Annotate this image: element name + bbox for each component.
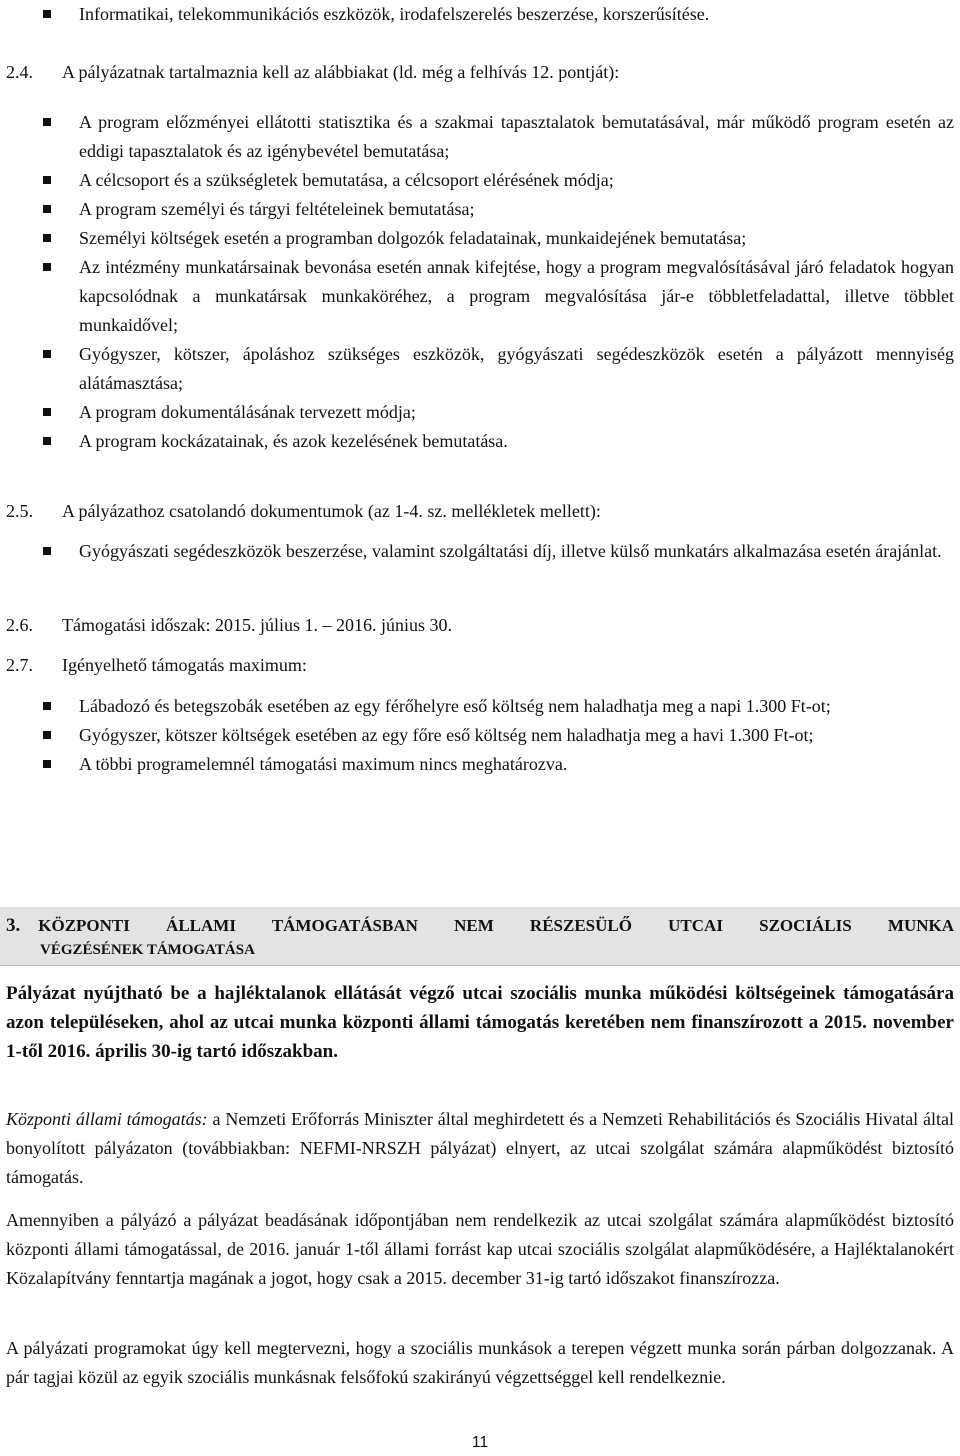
bullet-square-icon	[43, 118, 51, 126]
list-item: A célcsoport és a szükségletek bemutatása, a célcsoport elérésének módja;	[0, 166, 960, 195]
bullet-square-icon	[43, 176, 51, 184]
list-item: A program kockázatainak, és azok kezelésének bemutatása.	[0, 427, 960, 456]
bullet-square-icon	[43, 437, 51, 445]
section-3-heading-line2: VÉGZÉSÉNEK TÁMOGATÁSA	[40, 942, 255, 958]
bullet-square-icon	[43, 760, 51, 768]
list-item: Informatikai, telekommunikációs eszközök, irodafelszerelés beszerzése, korszerűsítése.	[0, 0, 960, 29]
list-item: A program dokumentálásának tervezett módja;	[0, 398, 960, 427]
bullet-square-icon	[43, 408, 51, 416]
list-item: A többi programelemnél támogatási maximum nincs meghatározva.	[0, 750, 960, 779]
paragraph-2: Amennyiben a pályázó a pályázat beadásának időpontjában nem rendelkezik az utcai szolgálat számára alapműködést biztosító központi állami támogatással, de 2016. január 1-től állami forrást kap utcai szociális szolgálat alapműködésére, a Hajléktalanokért Közalapítvány fenntartja magának a jogot, hogy csak a 2015. december 31-ig tartó időszakot finanszírozza.	[6, 1210, 954, 1288]
page-number: 11	[471, 1434, 489, 1451]
section-2-6-title: 2.6. Támogatási időszak: 2015. július 1. – 2016. június 30.	[6, 615, 452, 635]
list-2-7	[0, 692, 960, 779]
list-item: A program előzményei ellátotti statisztika és a szakmai tapasztalatok bemutatásával, már működő program esetén az eddigi tapasztalatok és az igénybevétel bemutatása;	[0, 108, 960, 166]
bullet-square-icon	[43, 702, 51, 710]
paragraph-3: A pályázati programokat úgy kell megtervezni, hogy a szociális munkások a terepen végzett munka során párban dolgozzanak. A pár tagjai közül az egyik szociális munkásnak felsőfokú szakirányú végzettséggel kell rendelkeznie.	[6, 1338, 954, 1387]
bullet-square-icon	[43, 547, 51, 555]
bullet-square-icon	[43, 350, 51, 358]
list-item: Lábadozó és betegszobák esetében az egy férőhelyre eső költség nem haladhatja meg a napi 1.300 Ft-ot;	[0, 692, 960, 721]
bullet-square-icon	[43, 10, 51, 18]
list-item: A program személyi és tárgyi feltételeinek bemutatása;	[0, 195, 960, 224]
section-2-4-title: 2.4. A pályázatnak tartalmaznia kell az alábbiakat (ld. még a felhívás 12. pontját):	[6, 62, 620, 82]
bullet-square-icon	[43, 205, 51, 213]
list-1	[0, 0, 960, 29]
paragraph-1: Központi állami támogatás: a Nemzeti Erőforrás Miniszter által meghirdetett és a Nemzeti Rehabilitációs és Szociális Hivatal által bonyolított pályázaton (továbbiakban: NEFMI-NRSZH pályázat) elnyert, az utcai szolgálat számára alapműködést biztosító támogatás.	[6, 1109, 954, 1187]
bold-paragraph: Pályázat nyújtható be a hajléktalanok ellátását végző utcai szociális munka működési költségeinek támogatására azon településeken, ahol az utcai munka központi állami támogatás keretében nem finanszírozott a 2015. november 1-től 2016. április 30-ig tartó időszakban.	[6, 983, 954, 1062]
bullet-square-icon	[43, 731, 51, 739]
list-item: Az intézmény munkatársainak bevonása esetén annak kifejtése, hogy a program megvalósításával járó feladatok hogyan kapcsolódnak a munkatársak munkaköréhez, a program megvalósítása jár-e többletfeladattal, illetve többlet munkaidővel;	[0, 253, 960, 340]
list-item: Személyi költségek esetén a programban dolgozók feladatainak, munkaidejének bemutatása;	[0, 224, 960, 253]
section-3-heading	[0, 907, 960, 966]
list-item: Gyógyászati segédeszközök beszerzése, valamint szolgáltatási díj, illetve külső munkatárs alkalmazása esetén árajánlat.	[0, 537, 960, 566]
section-3-heading-line1: 3. KÖZPONTI ÁLLAMI TÁMOGATÁSBAN NEM RÉSZESÜLŐ UTCAI SZOCIÁLIS MUNKA	[6, 915, 954, 936]
section-2-5-title: 2.5. A pályázathoz csatolandó dokumentumok (az 1-4. sz. mellékletek mellett):	[6, 501, 601, 521]
bullet-square-icon	[43, 234, 51, 242]
list-2-4	[0, 108, 960, 456]
list-2-5	[0, 537, 960, 566]
bullet-square-icon	[43, 263, 51, 271]
list-item: Gyógyszer, kötszer, ápoláshoz szükséges eszközök, gyógyászati segédeszközök esetén a pályázott mennyiség alátámasztása;	[0, 340, 960, 398]
section-2-7-title: 2.7. Igényelhető támogatás maximum:	[6, 655, 307, 675]
list-item: Gyógyszer, kötszer költségek esetében az egy főre eső költség nem haladhatja meg a havi 1.300 Ft-ot;	[0, 721, 960, 750]
